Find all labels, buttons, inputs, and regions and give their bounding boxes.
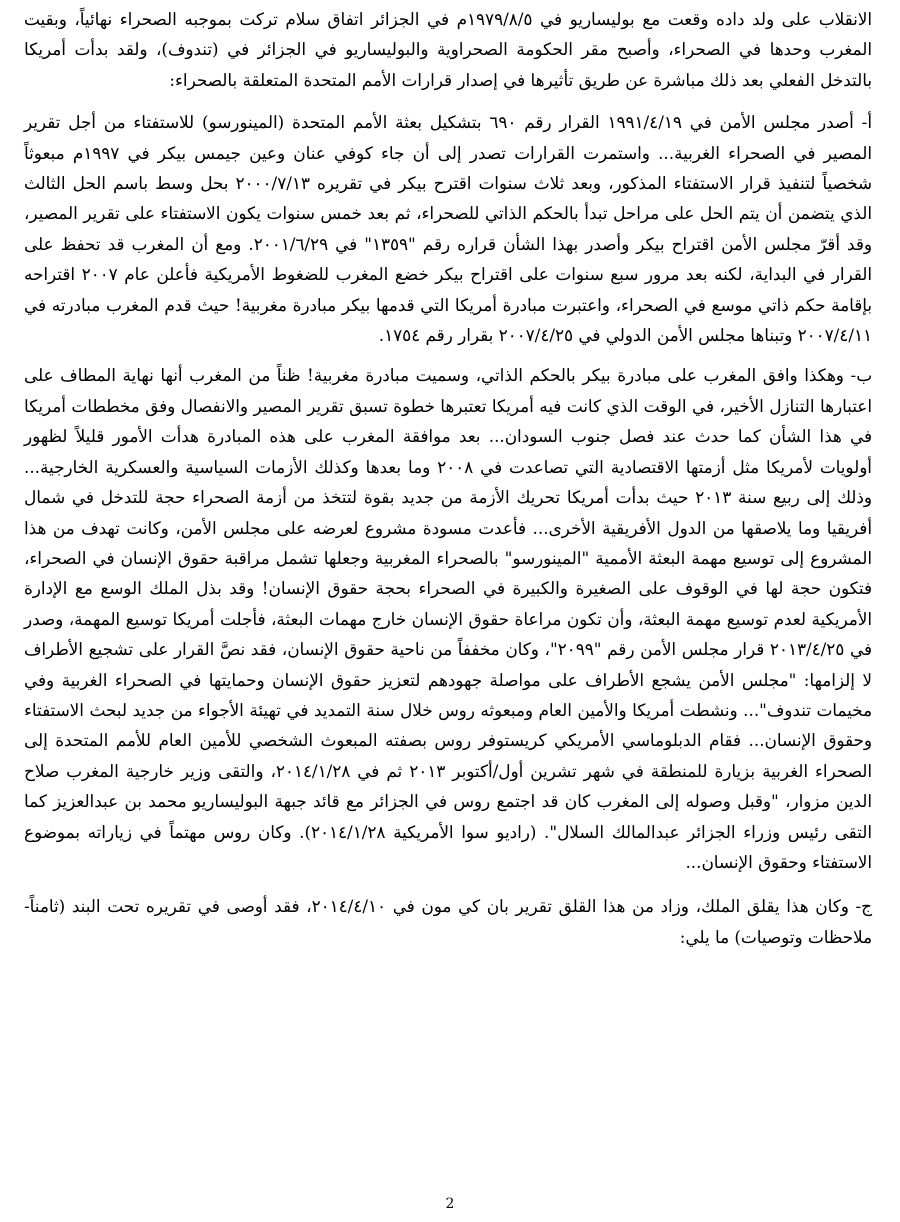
paragraph-intro: الانقلاب على ولد داده وقعت مع بوليساريو في ١٩٧٩/٨/٥م في الجزائر اتفاق سلام تركت بموجبه الصحراء نهائياً، وبقيت المغرب وحدها في الصحراء، وأصبح مقر الحكومة الصحراوية والبوليساريو في الجزائر في (تندوف)، ولقد بدأت أمريكا بالتدخل الفعلي بعد ذلك مباشرة عن طريق تأثيرها في إصدار قرارات الأمم المتحدة المتعلقة بالصحراء: — [24, 9, 872, 90]
paragraph-a: أ- أصدر مجلس الأمن في ١٩٩١/٤/١٩ القرار رقم ٦٩٠ بتشكيل بعثة الأمم المتحدة (المينورسو) للاستفتاء من أجل تقرير المصير في الصحراء الغربية... واستمرت القرارات تصدر إلى أن جاء كوفي عنان وعين جيمس بيكر في ١٩٩٧م مبعوثاً شخصياً لتنفيذ قرار الاستفتاء المذكور، وبعد ثلاث سنوات اقترح بيكر في تقريره ٢٠٠٠/٧/١٣ بحل وسط باسم الحل الثالث الذي يتضمن أن يتم الحل على مراحل تبدأ بالحكم الذاتي للصحراء، ثم بعد خمس سنوات يكون الاستفتاء على تقرير المصير، وقد أقرّ مجلس الأمن اقتراح بيكر وأصدر بهذا الشأن قراره رقم "١٣٥٩" في ٢٠٠١/٦/٢٩. ومع أن المغرب قد تحفظ على القرار في البداية، لكنه بعد مرور سبع سنوات على اقتراح بيكر خضع المغرب للضغوط الأمريكية فأعلن عام ٢٠٠٧ اقتراحه بإقامة حكم ذاتي موسع في الصحراء، واعتبرت مبادرة أمريكا التي قدمها بيكر مبادرة مغربية! حيث قدم المغرب مبادرته في ٢٠٠٧/٤/١١ وتبناها مجلس الأمن الدولي في ٢٠٠٧/٤/٢٥ بقرار رقم ١٧٥٤. — [24, 112, 873, 346]
paragraph-c: ج- وكان هذا يقلق الملك، وزاد من هذا القلق تقرير بان كي مون في ٢٠١٤/٤/١٠، فقد أوصى في تقريره تحت البند (ثامناً- ملاحظات وتوصيات) ما يلي: — [24, 896, 872, 947]
paragraph-b: ب- وهكذا وافق المغرب على مبادرة بيكر بالحكم الذاتي، وسميت مبادرة مغربية! ظناً من المغرب أنها نهاية المطاف على اعتبارها التنازل الأخير، في الوقت الذي كانت فيه أمريكا تعتبرها خطوة تسبق تقرير المصير والانفصال وفق مخططات أمريكا في هذا الشأن كما حدث عند فصل جنوب السودان... بعد موافقة المغرب على هذه المبادرة هدأت الأمور قليلاً لظهور أولويات لأمريكا مثل أزمتها الاقتصادية التي تصاعدت في ٢٠٠٨ وما بعدها وكذلك الأزمات السياسية والعسكرية الخارجية... وذلك إلى ربيع سنة ٢٠١٣ حيث بدأت أمريكا تحريك الأزمة من جديد بقوة لتتخذ من أزمة الصحراء حجة للتدخل في شمال أفريقيا وما يلاصقها من الدول الأفريقية الأخرى... فأعدت مسودة مشروع لعرضه على مجلس الأمن، وكانت تهدف من هذا المشروع إلى توسيع مهمة البعثة الأممية "المينورسو" بالصحراء المغربية وجعلها تشمل مراقبة حقوق الإنسان في الصحراء، فتكون حجة لها في الوقوف على الصغيرة والكبيرة في الصحراء بحجة حقوق الإنسان! وقد بذل الملك الوسع مع الإدارة الأمريكية لعدم توسيع مهمة البعثة، وأن تكون مراعاة حقوق الإنسان خارج مهمات البعثة، فأجلت أمريكا توسيع المهمة، وصدر في ٢٠١٣/٤/٢٥ قرار مجلس الأمن رقم "٢٠٩٩"، وكان مخففاً من ناحية حقوق الإنسان، فقد نصَّ القرار على تشجيع الأطراف لا إلزامها: "مجلس الأمن يشجع الأطراف على مواصلة جهودهم لتعزيز حقوق الإنسان وحمايتها في الصحراء الغربية وفي مخيمات تندوف"... ونشطت أمريكا والأمين العام ومبعوثه روس خلال سنة التمديد في تهيئة الأجواء من جديد لبحث الاستفتاء وحقوق الإنسان... فقام الدبلوماسي الأمريكي كريستوفر روس بصفته المبعوث الشخصي للأمين العام للأمم المتحدة إلى الصحراء الغربية بزيارة للمنطقة في شهر تشرين أول/أكتوبر ٢٠١٣ ثم في ٢٠١٤/١/٢٨، والتقى وزير خارجية المغرب صلاح الدين مزوار، "وقبل وصوله إلى المغرب كان قد اجتمع روس في الجزائر مع قائد جبهة البوليساريو محمد بن عبدالعزيز كما التقى رئيس وزراء الجزائر عبدالمالك السلال". (راديو سوا الأمريكية ٢٠١٤/١/٢٨). وكان روس مهتماً في زياراته بموضوع الاستفتاء وحقوق الإنسان... — [24, 365, 873, 872]
page-number: 2 — [445, 1196, 455, 1212]
